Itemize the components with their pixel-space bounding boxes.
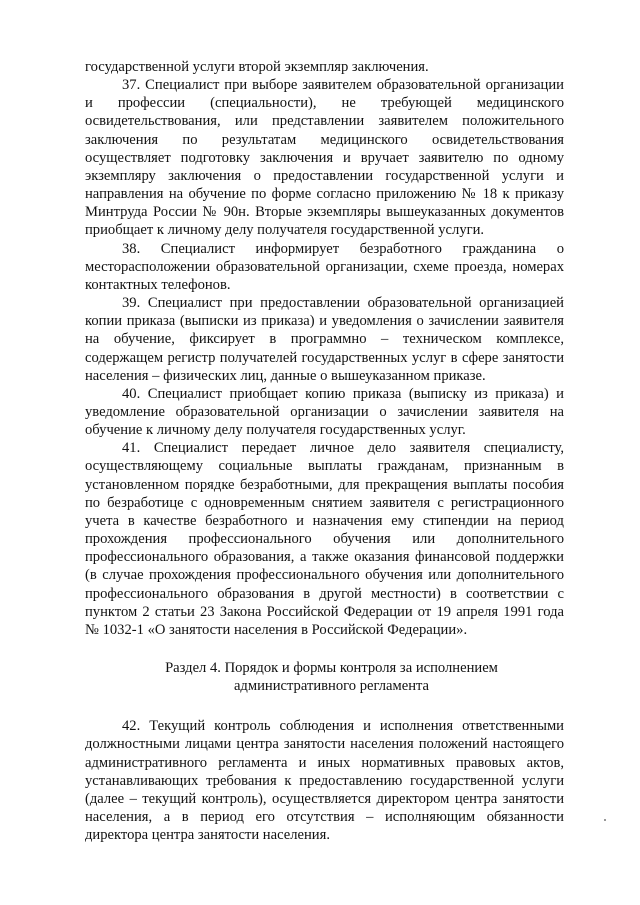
section-heading	[85, 659, 564, 695]
document-body	[85, 58, 564, 639]
section-heading-line-2: административного регламента	[233, 678, 430, 695]
section-4-body	[85, 717, 564, 844]
scan-speck	[604, 819, 606, 821]
paragraph-40: 40. Специалист приобщает копию приказа (выписку из приказа) и уведомление образовательной организации о зачислении заявителя на обучение к личному делу получателя государственных услуг.	[85, 385, 564, 439]
paragraph-42: 42. Текущий контроль соблюдения и исполнения ответственными должностными лицами центра занятости населения положений настоящего административного регламента и иных нормативных правовых актов, устанавливающих требования к предоставлению государственной услуги (далее – текущий контроль), осуществляется директором центра занятости населения, а в период его отсутствия – исполняющим обязанности директора центра занятости населения.	[85, 718, 564, 844]
paragraph-continuation: государственной услуги второй экземпляр заключения.	[85, 59, 429, 75]
paragraph-37: 37. Специалист при выборе заявителем образовательной организации и профессии (специальности), не требующей медицинского освидетельствования, или представлении заявителем положительного заключения по результатам медицинского освидетельствования осуществляет подготовку заключения и вручает заявителю по одному экземпляру заключения о предоставлении государственной услуги и направления на обучение по форме согласно приложению № 18 к приказу Минтруда России № 90н. Вторые экземпляры вышеуказанных документов приобщает к личному делу получателя государственной услуги.	[85, 77, 564, 239]
section-heading-line-1: Раздел 4. Порядок и формы контроля за исполнением	[165, 660, 498, 676]
paragraph-38: 38. Специалист информирует безработного гражданина о месторасположении образовательной организации, схеме проезда, номерах контактных телефонов.	[85, 240, 564, 293]
paragraph-39: 39. Специалист при предоставлении образовательной организацией копии приказа (выписки из приказа) и уведомления о зачислении заявителя на обучение, фиксирует в программно – техническом комплексе, содержащем регистр получателей государственных услуг в сфере занятости населения – физических лиц, данные о вышеуказанном приказе.	[85, 295, 564, 384]
paragraph-41: 41. Специалист передает личное дело заявителя специалисту, осуществляющему социальные выплаты гражданам, признанным в установленном порядке безработными, для прекращения выплаты пособия по безработице с одновременным снятием заявителя с регистрационного учета в качестве безработного и назначения ему стипендии на период прохождения профессионального обучения или дополнительного профессионального образования, а также оказания финансовой поддержки (в случае прохождения профессионального обучения или дополнительного профессионального образования в другой местности) в соответствии с пунктом 2 статьи 23 Закона Российской Федерации от 19 апреля 1991 года № 1032-1 «О занятости населения в Российской Федерации».	[85, 440, 564, 638]
section-spacer	[85, 695, 564, 717]
